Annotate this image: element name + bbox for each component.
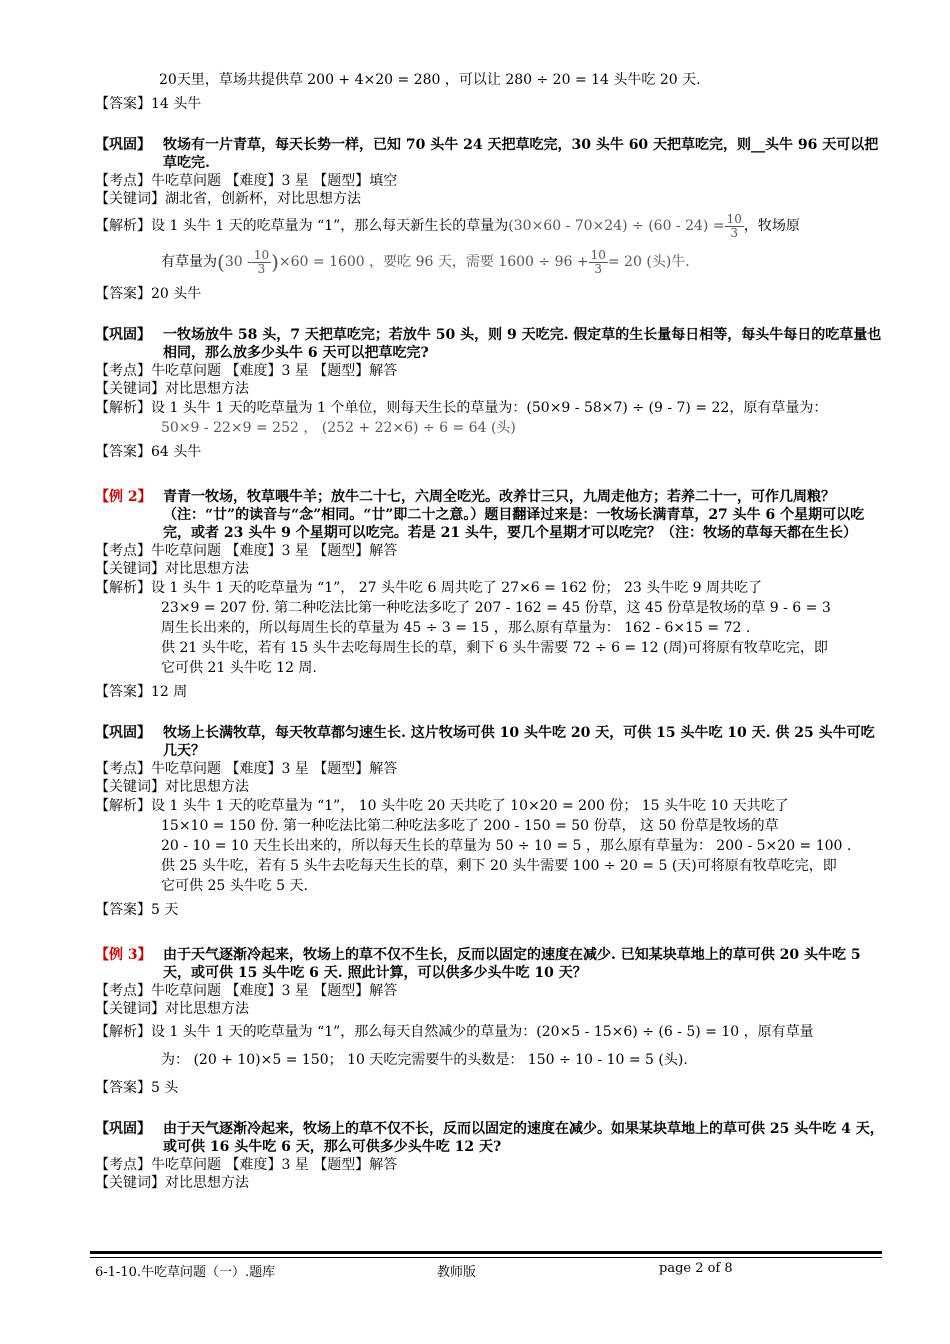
solution-line: 【解析】设 1 头牛 1 天的吃草量为 “1”， 27 头牛吃 6 周共吃了 27×6 = 162 份； 23 头牛吃 9 周共吃了 xyxy=(95,580,763,596)
problem-question: 由于天气逐渐冷起来，牧场上的草不仅不生长，反而以固定的速度在减少. 已知某块草地上的草可供 20 头牛吃 5 天，或可供 15 头牛吃 6 天. 照此计算，可以供多少头牛吃 10 天？ xyxy=(163,947,861,981)
problem-question: 由于天气逐渐冷起来，牧场上的草不仅不长，反而以固定的速度在减少。如果某块草地上的草可供 25 头牛吃 4 天，或可供 16 头牛吃 6 天，那么可供多少头牛吃 12 天? xyxy=(163,1121,884,1155)
solution-line: 【解析】设 1 头牛 1 天的吃草量为 “1”，那么每天新生长的草量为(30×60 - 70×24) ÷ (60 - 24) = $\frac{10}{3}$ ，牧场原 xyxy=(95,211,800,240)
answer: 【答案】64 头牛 xyxy=(95,444,202,460)
solution-line: 为： (20 + 10)×5 = 150； 10 天吃完需要牛的头数是： 150 ÷ 10 - 10 = 5 (头). xyxy=(161,1052,688,1068)
problem-keywords: 【关键词】对比思想方法 xyxy=(95,779,249,795)
example-tag: 【例 3】 xyxy=(95,947,152,963)
solution-line: 周生长出来的，所以每周生长的草量为 45 ÷ 3 = 15 ，那么原有草量为： 162 - 6×15 = 72 . xyxy=(161,620,751,636)
answer-tag: 【答案】 xyxy=(95,96,151,112)
top-solution-line: 20天里，草场共提供草 200 + 4×20 = 280 ，可以让 280 ÷ 20 = 14 头牛吃 20 天. xyxy=(159,72,701,88)
solution-line: 供 21 头牛吃，若有 15 头牛去吃每周生长的草，剩下 6 头牛需要 72 ÷ 6 = 12 (周)可将原有牧草吃完，即 xyxy=(161,640,828,656)
fraction: $\frac{10}{3}$ xyxy=(253,247,270,276)
problem-tag: 【巩固】 xyxy=(95,327,151,343)
solution-line: 它可供 25 头牛吃 5 天. xyxy=(161,878,308,894)
problem-tag: 【巩固】 xyxy=(95,137,151,153)
problem-consolidation-2 xyxy=(95,326,885,462)
fraction: $\frac{10}{3}$ xyxy=(590,247,606,276)
problem-keywords: 【关键词】湖北省，创新杯，对比思想方法 xyxy=(95,191,361,207)
answer: 【答案】20 头牛 xyxy=(95,286,202,302)
footer-edition: 教师版 xyxy=(437,1265,477,1280)
problem-meta: 【考点】牛吃草问题 【难度】3 星 【题型】解答 xyxy=(95,363,398,379)
problem-meta: 【考点】牛吃草问题 【难度】3 星 【题型】解答 xyxy=(95,543,398,559)
solution-line: 【解析】设 1 头牛 1 天的吃草量为 “1”， 10 头牛吃 20 天共吃了 10×20 = 200 份； 15 头牛吃 10 天共吃了 xyxy=(95,798,789,814)
problem-keywords: 【关键词】对比思想方法 xyxy=(95,381,249,397)
solution-line: 50×9 - 22×9 = 252 ， (252 + 22×6) ÷ 6 = 64 (头) xyxy=(161,420,516,436)
problem-tag: 【巩固】 xyxy=(95,725,151,741)
problem-example-3 xyxy=(95,946,885,1098)
problem-question: 一牧场放牛 58 头，7 天把草吃完；若放牛 50 头，则 9 天吃完. 假定草的生长量每日相等，每头牛每日的吃草量也相同，那么放多少头牛 6 天可以把草吃完? xyxy=(163,327,882,361)
problem-meta: 【考点】牛吃草问题 【难度】3 星 【题型】解答 xyxy=(95,1157,398,1173)
problem-meta: 【考点】牛吃草问题 【难度】3 星 【题型】填空 xyxy=(95,173,398,189)
problem-consolidation-3 xyxy=(95,724,885,920)
problem-keywords: 【关键词】对比思想方法 xyxy=(95,1001,249,1017)
solution-line: 有草量为(30 - $\frac{10}{3}$ )×60 = 1600 ，要吃 96 天，需要 1600 ÷ 96 + $\frac{10}{3}$ = 20 (头)牛. xyxy=(161,247,690,276)
problem-keywords: 【关键词】对比思想方法 xyxy=(95,561,249,577)
top-answer: 【答案】14 头牛 xyxy=(95,96,202,112)
footer-rule-thin xyxy=(90,1257,882,1258)
problem-keywords: 【关键词】对比思想方法 xyxy=(95,1175,249,1191)
document-page xyxy=(95,70,885,1192)
solution-line: 15×10 = 150 份. 第一种吃法比第二种吃法多吃了 200 - 150 = 50 份草， 这 50 份草是牧场的草 xyxy=(161,818,779,834)
problem-consolidation-1 xyxy=(95,136,885,304)
solution-line: 【解析】设 1 头牛 1 天的吃草量为 1 个单位，则每天生长的草量为：(50×9 - 58×7) ÷ (9 - 7) = 22，原有草量为： xyxy=(95,400,828,416)
problem-meta: 【考点】牛吃草问题 【难度】3 星 【题型】解答 xyxy=(95,761,398,777)
footer-rule-thick xyxy=(90,1251,882,1254)
solution-line: 供 25 头牛吃，若有 5 头牛去吃每天生长的草，剩下 20 头牛需要 100 ÷ 20 = 5 (天)可将原有牧草吃完，即 xyxy=(161,858,837,874)
answer: 【答案】5 天 xyxy=(95,902,179,918)
answer: 【答案】12 周 xyxy=(95,684,188,700)
fraction: $\frac{10}{3}$ xyxy=(726,211,742,240)
solution-line: 23×9 = 207 份. 第二种吃法比第一种吃法多吃了 207 - 162 = 45 份草，这 45 份草是牧场的草 9 - 6 = 3 xyxy=(161,600,831,616)
solution-line: 20 - 10 = 10 天生长出来的，所以每天生长的草量为 50 ÷ 10 = 5 ，那么原有草量为： 200 - 5×20 = 100 . xyxy=(161,838,852,854)
solution-line: 【解析】设 1 头牛 1 天的吃草量为 “1”，那么每天自然减少的草量为：(20×5 - 15×6) ÷ (6 - 5) = 10 ，原有草量 xyxy=(95,1024,814,1040)
footer-page-number: page 2 of 8 xyxy=(659,1261,733,1276)
problem-question: 牧场有一片青草，每天长势一样，已知 70 头牛 24 天把草吃完，30 头牛 60 天把草吃完，则__头牛 96 天可以把草吃完. xyxy=(163,137,879,171)
problem-question: 青青一牧场，牧草喂牛羊；放牛二十七，六周全吃光。改养廿三只，九周走他方；若养二十一，可作几周粮？（注：“廿”的读音与“念”相同。“廿”即二十之意。）题目翻译过来是：一牧场长满青草，27 头牛 6 个星期可以吃完，或者 23 头牛 9 个星期可以吃完。若是 21 头牛，要几个星期才可以吃完？（注：牧场的草每天都在生长） xyxy=(163,489,865,541)
solution-line: 它可供 21 头牛吃 12 周. xyxy=(161,660,317,676)
footer-doc-title: 6-1-10.牛吃草问题（一）.题库 xyxy=(95,1265,276,1280)
problem-meta: 【考点】牛吃草问题 【难度】3 星 【题型】解答 xyxy=(95,983,398,999)
problem-example-2 xyxy=(95,488,885,702)
problem-tag: 【巩固】 xyxy=(95,1121,151,1137)
problem-consolidation-4 xyxy=(95,1120,885,1192)
problem-question: 牧场上长满牧草，每天牧草都匀速生长. 这片牧场可供 10 头牛吃 20 天，可供 15 头牛吃 10 天. 供 25 头牛可吃几天？ xyxy=(163,725,875,759)
example-tag: 【例 2】 xyxy=(95,489,152,505)
answer: 【答案】5 头 xyxy=(95,1080,179,1096)
